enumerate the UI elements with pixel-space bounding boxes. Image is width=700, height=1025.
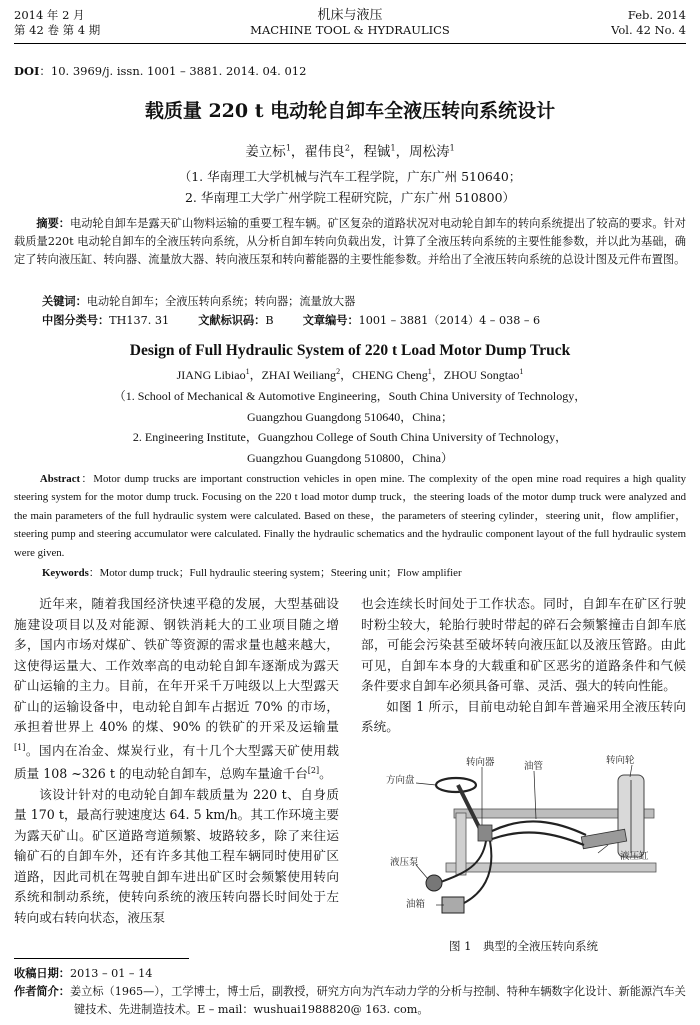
abstract-cn-text: 电动轮自卸车是露天矿山物料运输的重要工程车辆。矿区复杂的道路状况对电动轮自卸车的转向系统提出了较高的要求。针对载质量220t 电动轮自卸车的全液压转向系统，从分析自卸车转向负载出发，计算了全液压转向系统的主要性能参数，并以此为基础，确定了转向液压缸、转向器、流量放大器、转向液压泵和转向蓄能器的主要性能参数。并给出了全液压转向系统的总设计图及元件布置图。 xyxy=(14,217,686,266)
paragraph xyxy=(14,594,339,785)
issue-date: 2014 年 2 月 xyxy=(14,8,85,22)
label-steering-unit: 转向器 xyxy=(466,757,495,768)
author-bio-text: 姜立标（1965—），工学博士，博士后，副教授，研究方向为汽车动力学的分析与控制、特种车辆数字化设计、新能源汽车关键技术、先进制造技术。E – mail：wushuai1988820@ 163. com。 xyxy=(69,985,686,1016)
author-sup: 1 xyxy=(449,143,455,153)
abstract-en-text: ：Motor dump trucks are important construction vehicles in open mine. The complexity of the open mine road requires a high quality steering system for the motor dump truck. Focusing on the 220 t load motor dump truck，the steering loads of the motor dump truck were analyzed and the main parameters of the full hydraulic system were calculated. Based on these，the parameters of steering cylinder，steering unit，flow amplifier，steering pump and steering accumulator were calculated. Finally the hydraulic schematics and the hydraulic component layout of the full hydraulic system were given. xyxy=(14,473,686,559)
abstract-en-label: Abstract xyxy=(39,473,81,485)
doi-label: DOI xyxy=(14,64,40,78)
volume-issue-en: Vol. 42 No. 4 xyxy=(611,23,686,37)
authors-en xyxy=(0,366,700,383)
header-rule xyxy=(14,43,686,44)
author-bio xyxy=(14,982,686,1019)
hydraulic-pump-icon xyxy=(426,875,442,891)
figure-caption: 图 1 典型的全液压转向系统 xyxy=(449,939,598,953)
class-value: TH137. 31 xyxy=(109,314,170,327)
label-hydraulic-pump: 液压泵 xyxy=(390,857,419,868)
affiliation-cn-2: 2. 华南理工大学广州学院工程研究院，广东广州 510800） xyxy=(184,190,516,205)
leader-line xyxy=(416,783,436,785)
keywords-cn-text: 电动轮自卸车；全液压转向系统；转向器；流量放大器 xyxy=(86,295,356,308)
doi-line xyxy=(14,62,306,80)
author-en: JIANG Libiao xyxy=(176,368,246,382)
volume-issue: 第 42 卷 第 4 期 xyxy=(14,23,101,37)
header-center xyxy=(200,8,500,38)
article-no-value: 1001 – 3881（2014）4 – 038 – 6 xyxy=(358,314,541,327)
affiliation-en-1: （1. School of Mechanical & Automotive Engineering，South China University of Technology， xyxy=(113,389,587,403)
paragraph: 如图 1 所示，目前电动轮自卸车普遍采用全液压转向系统。 xyxy=(361,698,686,734)
author-sup: 2 xyxy=(344,143,350,153)
header-left xyxy=(14,8,100,38)
citation: [1] xyxy=(14,742,26,752)
footnote-rule xyxy=(14,958,189,959)
keywords-cn xyxy=(42,292,355,311)
oil-tank-icon xyxy=(442,897,464,913)
issue-date-en: Feb. 2014 xyxy=(627,8,686,22)
title-en: Design of Full Hydraulic System of 220 t Load Motor Dump Truck xyxy=(129,342,571,359)
author-sup: 1 xyxy=(285,143,291,153)
article-no-label: 文章编号： xyxy=(302,313,359,327)
header-right xyxy=(611,8,686,38)
doccode-value: B xyxy=(265,314,274,327)
author-cn: ，周松涛 xyxy=(395,144,450,160)
author-en: ，ZHAI Weiliang xyxy=(249,368,337,382)
author-sup: 1 xyxy=(245,367,250,376)
label-cylinder: 液压缸 xyxy=(620,851,649,862)
class-label: 中图分类号： xyxy=(42,313,110,327)
author-cn: 姜立标 xyxy=(245,144,286,160)
doccode-label: 文献标识码： xyxy=(198,313,266,327)
keywords-en xyxy=(42,564,462,582)
paragraph: 该设计针对的电动轮自卸车载质量为 220 t、自身质量 170 t，最高行驶速度达 64. 5 km/h。其工作环境主要为露天矿山。矿区道路弯道频繁、坡路较多，除了来往运输矿石的自卸车外，还有许多其他工程车辆同时使用矿区道路，因此司机在驾驶自卸车进出矿区时会频繁使用转向系统和制动系统，使转向系统的液压转向器长时间处于左转向或右转向状态，液压泵 xyxy=(14,786,339,925)
received-value: 2013 – 01 – 14 xyxy=(69,967,153,980)
steering-wheel-icon xyxy=(436,778,476,792)
keywords-en-text: ：Motor dump truck；Full hydraulic steering system；Steering unit；Flow amplifier xyxy=(88,567,462,579)
author-bio-label: 作者简介： xyxy=(14,984,70,998)
oil-pipe-b xyxy=(492,832,584,845)
paragraph-text: 。 xyxy=(319,766,332,782)
doi-value: ：10. 3969/j. issn. 1001 – 3881. 2014. 04. 012 xyxy=(39,64,307,78)
frame-rail-lower xyxy=(446,863,656,872)
body-left-column xyxy=(14,594,339,928)
citation: [2] xyxy=(307,766,320,776)
author-en: ，CHENG Cheng xyxy=(340,368,428,382)
author-sup: 1 xyxy=(519,367,524,376)
author-sup: 1 xyxy=(390,143,396,153)
affiliation-en-4: Guangzhou Guangdong 510800，China） xyxy=(247,450,453,465)
author-en: ，ZHOU Songtao xyxy=(431,368,520,382)
author-cn: ，翟伟良 xyxy=(290,144,345,160)
label-oil-tank: 油箱 xyxy=(406,899,426,910)
journal-title-en: MACHINE TOOL & HYDRAULICS xyxy=(250,23,450,37)
author-sup: 2 xyxy=(336,367,341,376)
affiliation-cn-1: （1. 华南理工大学机械与汽车工程学院，广东广州 510640； xyxy=(178,169,522,184)
figure-hydraulic-steering-system xyxy=(386,755,676,935)
abstract-cn xyxy=(14,214,686,269)
keywords-cn-label: 关键词： xyxy=(42,294,87,308)
affiliation-en-2: Guangzhou Guangdong 510640，China； xyxy=(247,409,453,424)
paragraph-text: 。国内在冶金、煤炭行业，有十几个大型露天矿使用载质量 108 ~326 t 的电动轮自卸车，总购车量逾千台 xyxy=(14,742,339,782)
author-sup: 1 xyxy=(427,367,432,376)
affiliation-en-3: 2. Engineering Institute，Guangzhou College of South China University of Technology， xyxy=(132,430,568,444)
frame-post xyxy=(456,813,466,875)
abstract-cn-label: 摘要： xyxy=(36,216,70,230)
abstract-en xyxy=(14,470,686,562)
author-cn: ，程铖 xyxy=(350,144,391,160)
paragraph: 也会连续长时间处于工作状态。同时，自卸车在矿区行驶时粉尘较大，轮胎行驶时带起的碎石会频繁撞击自卸车底部，可能会污染甚至破坏转向液压缸以及液压管路。由此可见，自卸车本身的大载重和矿区恶劣的道路条件和气候条件要求自卸车必须具备可靠、灵活、强大的转向性能。 xyxy=(361,596,686,693)
keywords-en-label: Keywords xyxy=(42,567,89,579)
body-right-column xyxy=(361,594,686,738)
label-steering-knuckle: 转向轮 xyxy=(606,755,635,766)
affiliations-en xyxy=(0,386,700,468)
steering-unit-body xyxy=(478,825,492,841)
label-oil-pipe: 油管 xyxy=(524,761,544,772)
received-label: 收稿日期： xyxy=(14,966,70,980)
affiliations-cn xyxy=(0,166,700,208)
paragraph-text: 近年来，随着我国经济快速平稳的发展，大型基础设施建设项目以及对能源、钢铁消耗大的工业项目随之增多，国内市场对煤矿、铁矿等资源的需求量也越来越大，这使得运量大、工作效率高的电动轮自卸车逐渐成为露天矿山运输的主力。目前，在年开采千万吨级以上大型露天矿山的运输设备中，电动轮自卸车占据近 70% 的市场，承担着世界上 40% 的煤、90% 的铁矿的开采及运输量 xyxy=(14,596,339,734)
journal-title-cn: 机床与液压 xyxy=(317,8,383,23)
received-date xyxy=(14,964,152,983)
classification-line xyxy=(42,311,540,330)
authors-cn xyxy=(0,140,700,160)
title-cn: 载质量 220 t 电动轮自卸车全液压转向系统设计 xyxy=(144,100,556,122)
label-steering-wheel: 方向盘 xyxy=(386,775,415,786)
